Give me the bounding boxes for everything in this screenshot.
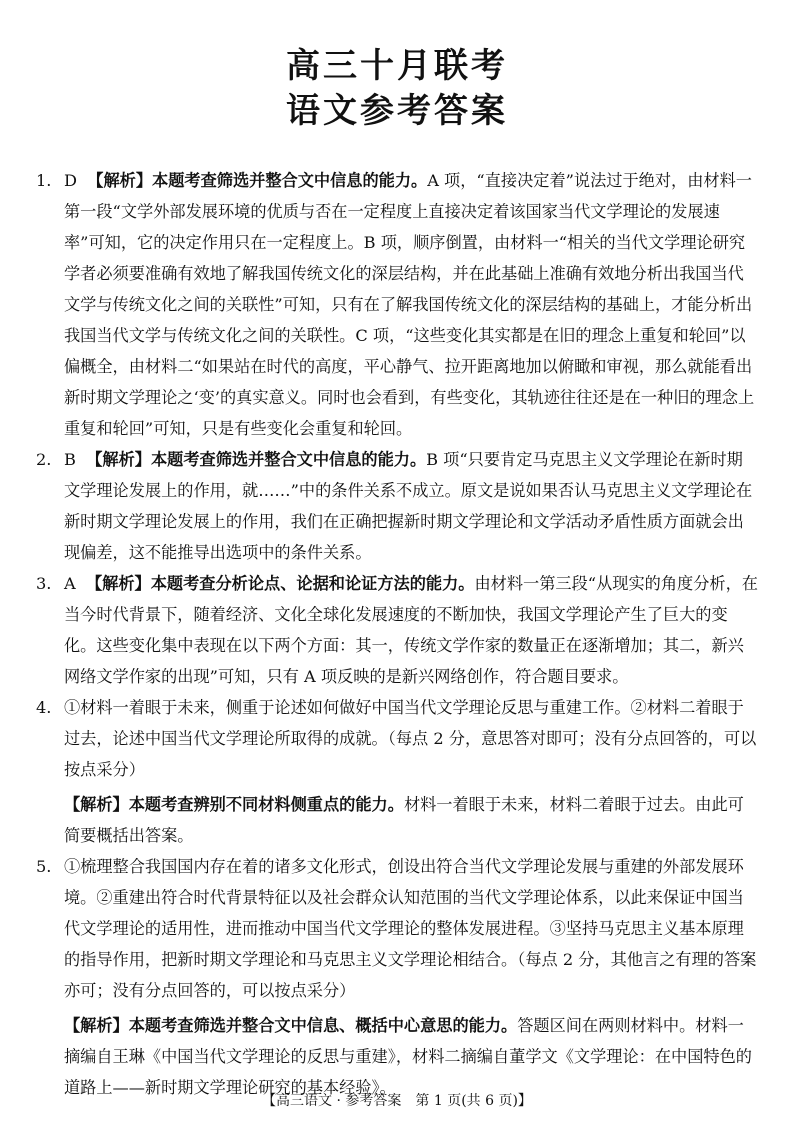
item-answer: B xyxy=(64,450,76,469)
analysis-text: 材料一着眼于未来，材料二着眼于过去。由此可简要概括出答案。 xyxy=(64,795,744,845)
item-answer: D xyxy=(64,171,77,190)
analysis-label: 【解析】本题考查辨别不同材料侧重点的能力。 xyxy=(64,795,404,814)
analysis-label: 【解析】本题考查分析论点、论据和论证方法的能力。 xyxy=(86,574,475,593)
answer-item-4 xyxy=(36,692,758,785)
item-text: B 项“只要肯定马克思主义文学理论在新时期文学理论发展上的作用，就……”中的条件关系不成立。原文是说如果否认马克思主义文学理论在新时期文学理论发展上的作用，我们在正确把握新时期文学理论和文学活动矛盾性质方面就会出现偏差，这不能推导出选项中的条件关系。 xyxy=(64,450,753,562)
item-number: 2. xyxy=(36,450,52,469)
item-text: 由材料一第三段“从现实的角度分析，在当今时代背景下，随着经济、文化全球化发展速度的不断加快，我国文学理论产生了巨大的变化。这些变化集中表现在以下两个方面：其一，传统文学作家的数量正在逐渐增加；其二，新兴网络文学作家的出现”可知，只有 A 项反映的是新兴网络创作，符合题目要求。 xyxy=(64,574,758,686)
item-number: 3. xyxy=(36,574,52,593)
answer-body xyxy=(36,165,758,1103)
answer-item-1 xyxy=(36,165,758,444)
page-subtitle: 语文参考答案 xyxy=(286,91,508,131)
answer-item-3 xyxy=(36,568,758,692)
analysis-label: 【解析】本题考查筛选并整合文中信息、概括中心意思的能力。 xyxy=(64,1016,518,1035)
analysis-block-4 xyxy=(36,789,758,851)
answer-item-2 xyxy=(36,444,758,568)
item-number: 5. xyxy=(36,857,52,876)
page-title: 高三十月联考 xyxy=(286,46,508,86)
item-answer: A xyxy=(64,574,76,593)
item-number: 1. xyxy=(36,171,52,190)
page-footer: 【高三语文 · 参考答案 第 1 页(共 6 页)】 xyxy=(262,1093,532,1109)
analysis-text: 答题区间在两则材料中。材料一摘编自王琳《中国当代文学理论的反思与重建》，材料二摘编自董学文《文学理论：在中国特色的道路上——新时期文学理论研究的基本经验》。 xyxy=(64,1016,752,1097)
item-text: ①材料一着眼于未来，侧重于论述如何做好中国当代文学理论反思与重建工作。②材料二着眼于过去，论述中国当代文学理论所取得的成就。（每点 2 分，意思答对即可；没有分点回答的，可以按点采分） xyxy=(64,698,757,779)
answer-item-5 xyxy=(36,851,758,1006)
analysis-label: 【解析】本题考查筛选并整合文中信息的能力。 xyxy=(86,450,427,469)
item-number: 4. xyxy=(36,698,52,717)
item-text: A 项，“直接决定着”说法过于绝对，由材料一第一段“文学外部发展环境的优质与否在一定程度上直接决定着该国家当代文学理论的发展速率”可知，它的决定作用只在一定程度上。B 项，顺序倒置，由材料一“相关的当代文学理论研究学者必须要准确有效地了解我国传统文化的深层结构，并在此基础上准确有效地分析出我国当代文学与传统文化之间的关联性”可知，只有在了解我国传统文化的深层结构的基础上，才能分析出我国当代文学与传统文化之间的关联性。C 项，“这些变化其实都是在旧的理念上重复和轮回”以偏概全，由材料二“如果站在时代的高度，平心静气、拉开距离地加以俯瞰和审视，那么就能看出新时期文学理论之‘变’的真实意义。同时也会看到，有些变化，其轨迹往往还是在一种旧的理念上重复和轮回”可知，只是有些变化会重复和轮回。 xyxy=(64,171,755,438)
item-text: ①梳理整合我国国内存在着的诸多文化形式，创设出符合当代文学理论发展与重建的外部发展环境。②重建出符合时代背景特征以及社会群众认知范围的当代文学理论体系，以此来保证中国当代文学理论的适用性，进而推动中国当代文学理论的整体发展进程。③坚持马克思主义基本原理的指导作用，把新时期文学理论和马克思主义文学理论相结合。（每点 2 分，其他言之有理的答案亦可；没有分点回答的，可以按点采分） xyxy=(64,857,757,1000)
analysis-label: 【解析】本题考查筛选并整合文中信息的能力。 xyxy=(87,171,428,190)
